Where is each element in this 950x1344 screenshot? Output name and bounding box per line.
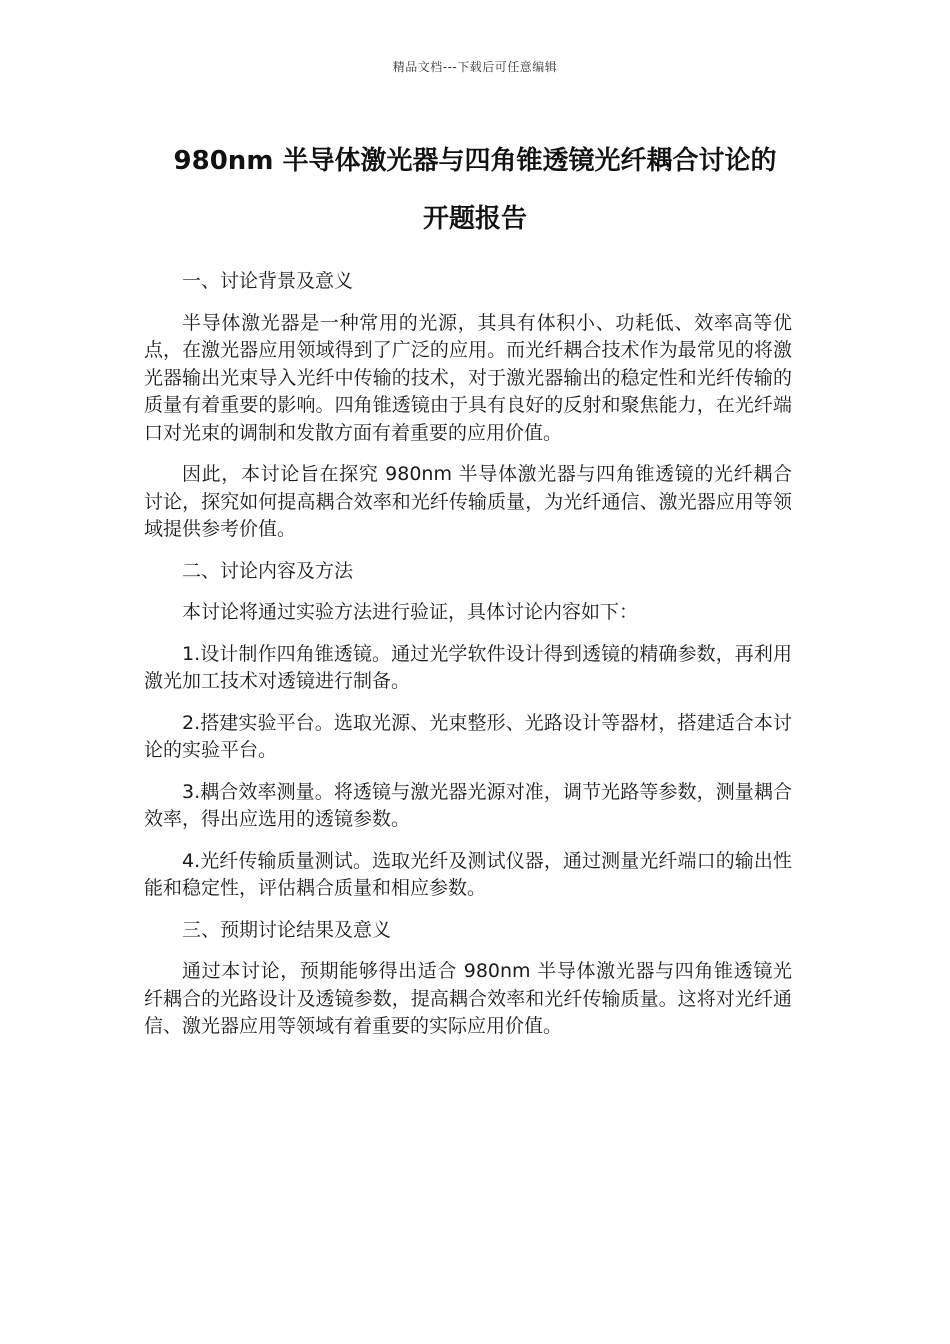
- paragraph-content-intro: 本讨论将通过实验方法进行验证，具体讨论内容如下：: [182, 601, 639, 623]
- section-heading-background: 一、讨论背景及意义: [182, 270, 354, 292]
- header-note: 精品文档---下载后可任意编辑: [392, 60, 558, 74]
- paragraph-background-1: 半导体激光器是一种常用的光源，其具有体积小、功耗低、效率高等优点，在激光器应用领域得到了广泛的应用。而光纤耦合技术作为最常见的将激光器输出光束导入光纤中传输的技术，对于激光器输出的稳定性和光纤传输的质量有着重要的影响。四角锥透镜由于具有良好的反射和聚焦能力，在光纤端口对光束的调制和发散方面有着重要的应用价值。: [144, 311, 792, 444]
- list-item-2: 2.搭建实验平台。选取光源、光束整形、光路设计等器材，搭建适合本讨论的实验平台。: [144, 711, 792, 761]
- section-heading-expected-results: 三、预期讨论结果及意义: [182, 918, 392, 941]
- list-item-4: 4.光纤传输质量测试。选取光纤及测试仪器，通过测量光纤端口的输出性能和稳定性，评估耦合质量和相应参数。: [144, 849, 792, 899]
- section-heading-content-methods: 二、讨论内容及方法: [182, 559, 354, 582]
- document-title: [120, 132, 830, 248]
- list-item-1: 1.设计制作四角锥透镜。通过光学软件设计得到透镜的精确参数，再利用激光加工技术对透镜进行制备。: [144, 642, 792, 692]
- paragraph-expected-results: 通过本讨论，预期能够得出适合 980nm 半导体激光器与四角锥透镜光纤耦合的光路设计及透镜参数，提高耦合效率和光纤传输质量。这将对光纤通信、激光器应用等领域有着重要的实际应用价值。: [144, 960, 792, 1037]
- title-line-1: 980nm 半导体激光器与四角锥透镜光纤耦合讨论的: [173, 146, 777, 176]
- document-body: [144, 268, 792, 1055]
- paragraph-background-2: 因此，本讨论旨在探究 980nm 半导体激光器与四角锥透镜的光纤耦合讨论，探究如何提高耦合效率和光纤传输质量，为光纤通信、激光器应用等领域提供参考价值。: [144, 463, 792, 540]
- title-line-2: 开题报告: [422, 204, 527, 234]
- list-item-3: 3.耦合效率测量。将透镜与激光器光源对准，调节光路等参数，测量耦合效率，得出应选用的透镜参数。: [144, 780, 792, 830]
